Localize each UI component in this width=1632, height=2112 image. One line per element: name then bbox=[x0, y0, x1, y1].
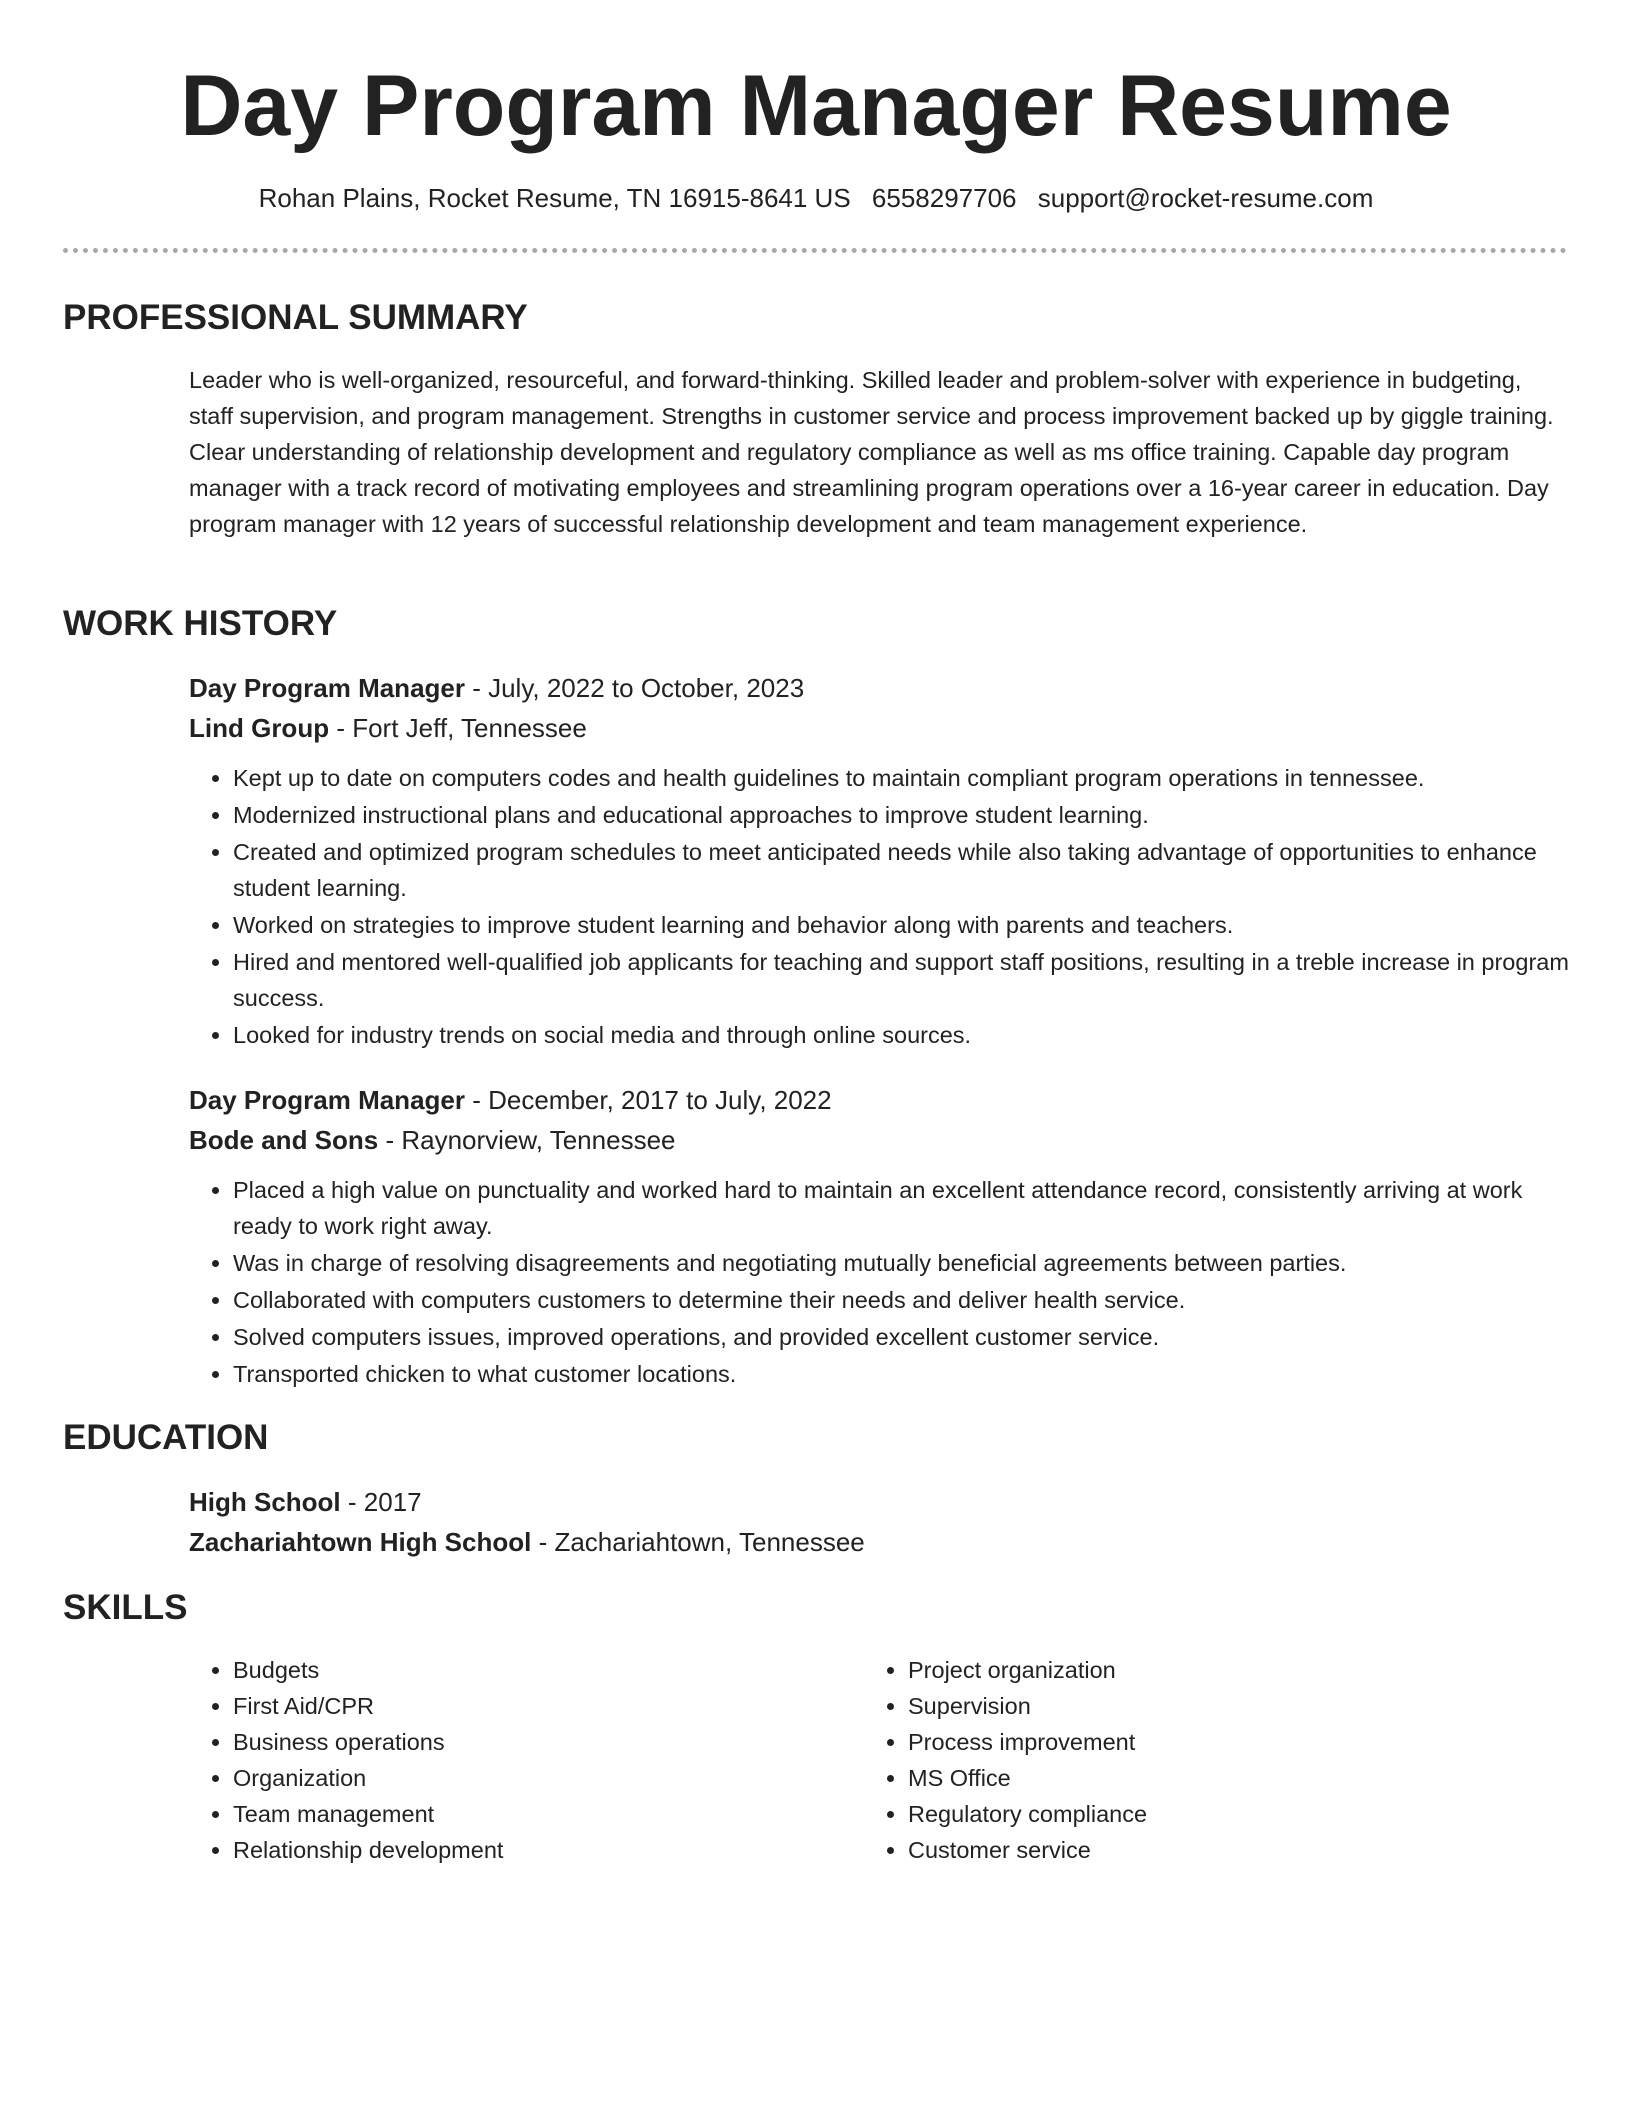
skill-item: • Project organization bbox=[908, 1652, 1484, 1688]
education-degree-line bbox=[189, 1482, 1569, 1522]
list-item: • Looked for industry trends on social media and through online sources. bbox=[233, 1017, 1569, 1053]
education-school-line bbox=[189, 1522, 1569, 1562]
contact-email: support@rocket-resume.com bbox=[1037, 183, 1374, 213]
skills-list bbox=[189, 1652, 809, 1868]
contact-phone: 6558297706 bbox=[871, 183, 1017, 213]
skill-item: • Budgets bbox=[233, 1652, 809, 1688]
list-item: • Created and optimized program schedules to meet anticipated needs while also taking advantage of opportunities to enhance student learning. bbox=[233, 834, 1569, 906]
header-divider bbox=[63, 248, 1567, 253]
list-item: • Transported chicken to what customer locations. bbox=[233, 1356, 1569, 1392]
skill-item: • First Aid/CPR bbox=[233, 1688, 809, 1724]
list-item: • Hired and mentored well-qualified job applicants for teaching and support staff positions, resulting in a treble increase in program success. bbox=[233, 944, 1569, 1016]
job-role: Day Program Manager bbox=[189, 1085, 465, 1115]
summary-text: Leader who is well-organized, resourceful, and forward-thinking. Skilled leader and problem-solver with experience in budgeting, staff supervision, and program management. Strengths in customer service and process improvement backed up by giggle training. Clear understanding of relationship development and regulatory compliance as well as ms office training. Capable day program manager with a track record of motivating employees and streamlining program operations over a 16-year career in education. Day program manager with 12 years of successful relationship development and team management experience. bbox=[189, 367, 1554, 537]
education-degree: High School bbox=[189, 1487, 341, 1517]
skill-item: • Customer service bbox=[908, 1832, 1484, 1868]
skill-item: • Supervision bbox=[908, 1688, 1484, 1724]
education-entry bbox=[189, 1482, 1569, 1562]
education-year: - 2017 bbox=[340, 1487, 422, 1517]
education-location: - Zachariahtown, Tennessee bbox=[531, 1527, 865, 1557]
contact-address: Rohan Plains, Rocket Resume, TN 16915-8641 US bbox=[258, 183, 851, 213]
list-item: • Was in charge of resolving disagreements and negotiating mutually beneficial agreements between parties. bbox=[233, 1245, 1569, 1281]
summary-block bbox=[189, 362, 1569, 542]
skills-list bbox=[864, 1652, 1484, 1868]
job-dates: - December, 2017 to July, 2022 bbox=[464, 1085, 832, 1115]
list-item: • Kept up to date on computers codes and health guidelines to maintain compliant program operations in tennessee. bbox=[233, 760, 1569, 796]
section-title-summary: PROFESSIONAL SUMMARY bbox=[63, 298, 528, 337]
job-title-line bbox=[189, 668, 1569, 708]
list-item: • Modernized instructional plans and educational approaches to improve student learning. bbox=[233, 797, 1569, 833]
skill-item: • MS Office bbox=[908, 1760, 1484, 1796]
skill-item: • Organization bbox=[233, 1760, 809, 1796]
list-item: • Worked on strategies to improve student learning and behavior along with parents and teachers. bbox=[233, 907, 1569, 943]
skill-item: • Team management bbox=[233, 1796, 809, 1832]
job-role: Day Program Manager bbox=[189, 673, 465, 703]
skills-column-right bbox=[864, 1652, 1484, 1868]
job-company-line bbox=[189, 708, 1569, 748]
section-title-skills: SKILLS bbox=[63, 1588, 188, 1627]
job-bullets bbox=[189, 760, 1569, 1053]
skill-item: • Process improvement bbox=[908, 1724, 1484, 1760]
job-location: - Raynorview, Tennessee bbox=[378, 1125, 676, 1155]
list-item: • Placed a high value on punctuality and worked hard to maintain an excellent attendance record, consistently arriving at work ready to work right away. bbox=[233, 1172, 1569, 1244]
education-school: Zachariahtown High School bbox=[189, 1527, 532, 1557]
list-item: • Solved computers issues, improved operations, and provided excellent customer service. bbox=[233, 1319, 1569, 1355]
job-company-line bbox=[189, 1120, 1569, 1160]
contact-line bbox=[0, 180, 1632, 216]
job-dates: - July, 2022 to October, 2023 bbox=[464, 673, 805, 703]
job-title-line bbox=[189, 1080, 1569, 1120]
resume-title: Day Program Manager Resume bbox=[180, 58, 1452, 154]
list-item: • Collaborated with computers customers to determine their needs and deliver health service. bbox=[233, 1282, 1569, 1318]
job-company: Lind Group bbox=[189, 713, 330, 743]
skill-item: • Regulatory compliance bbox=[908, 1796, 1484, 1832]
skill-item: • Relationship development bbox=[233, 1832, 809, 1868]
job-location: - Fort Jeff, Tennessee bbox=[329, 713, 587, 743]
section-title-work-history: WORK HISTORY bbox=[63, 604, 338, 643]
job-entry bbox=[189, 668, 1569, 1054]
section-title-education: EDUCATION bbox=[63, 1418, 269, 1457]
job-company: Bode and Sons bbox=[189, 1125, 379, 1155]
skill-item: • Business operations bbox=[233, 1724, 809, 1760]
job-entry bbox=[189, 1080, 1569, 1393]
skills-column-left bbox=[189, 1652, 809, 1868]
job-bullets bbox=[189, 1172, 1569, 1392]
